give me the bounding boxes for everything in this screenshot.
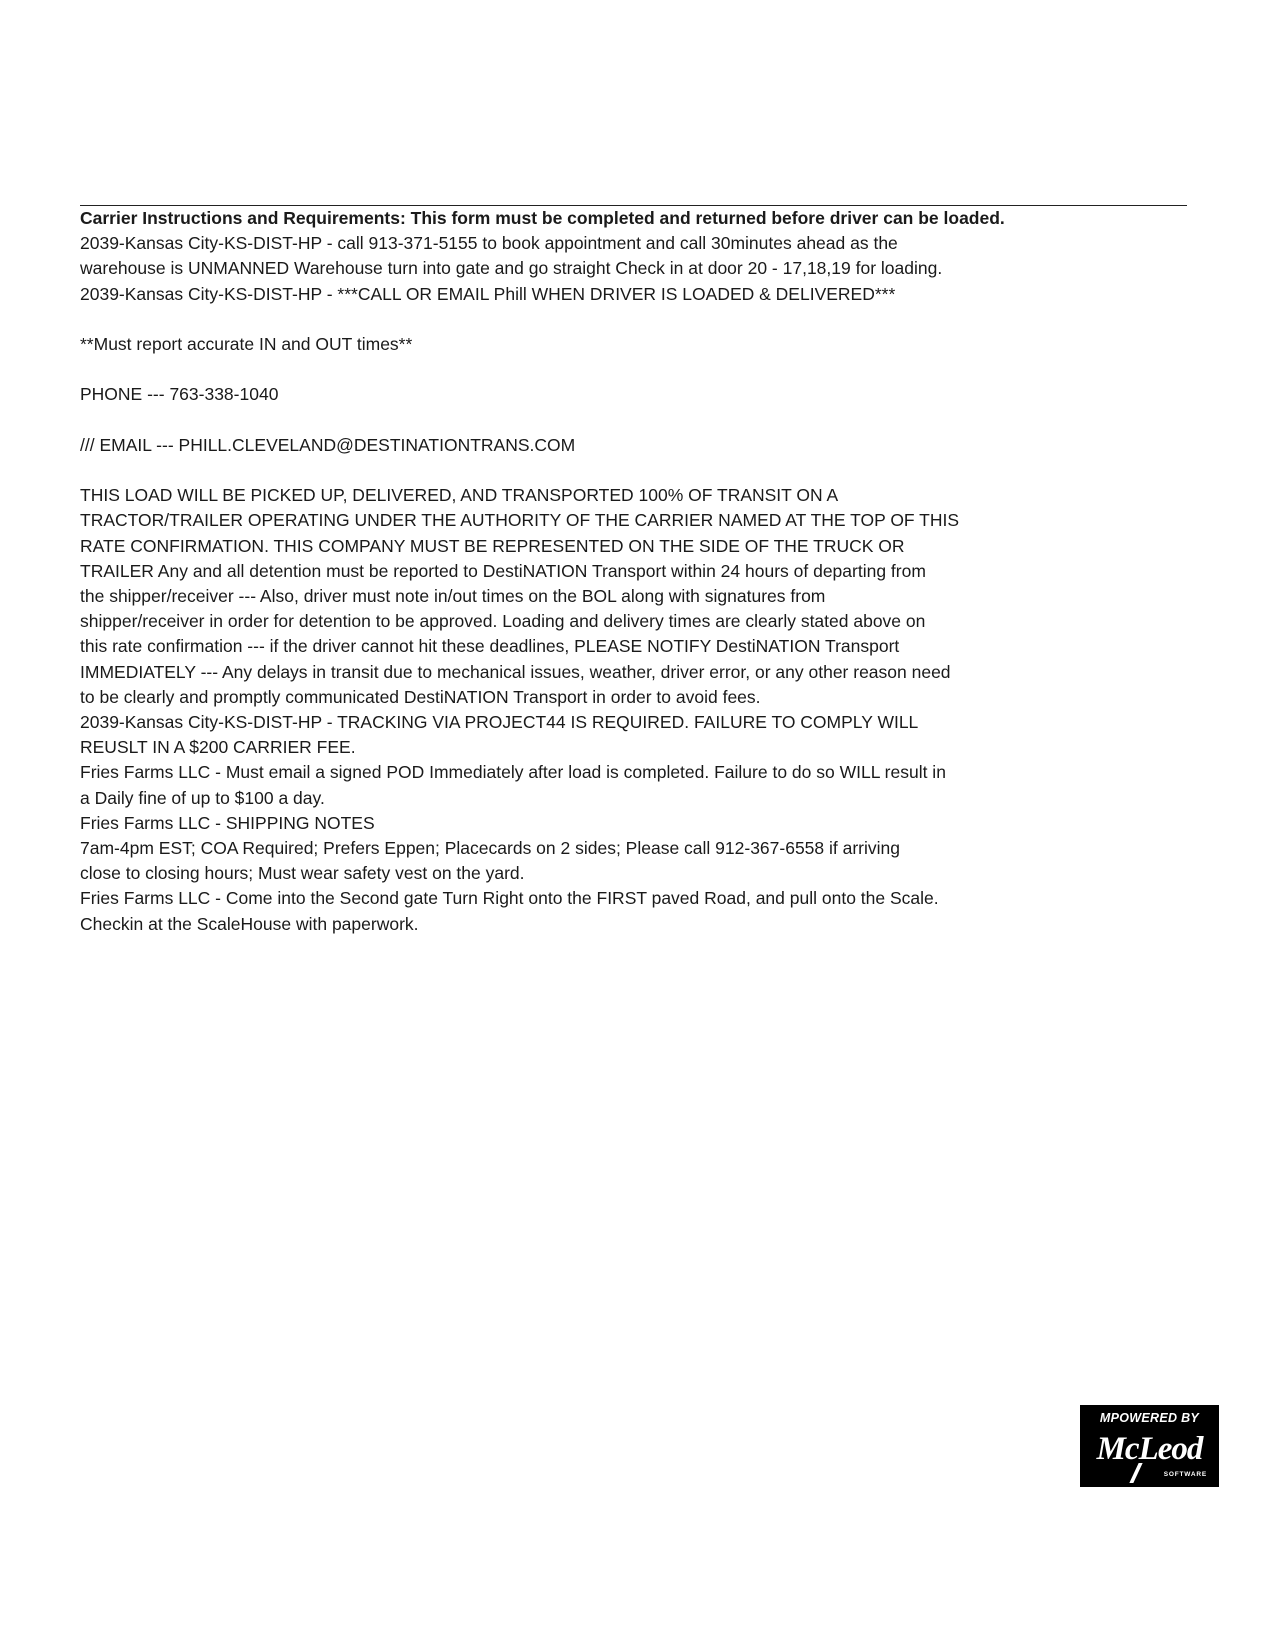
terms-line: 2039-Kansas City-KS-DIST-HP - TRACKING VIA PROJECT44 IS REQUIRED. FAILURE TO COMPLY WILL	[80, 712, 919, 732]
mcleod-logo	[1080, 1405, 1219, 1487]
terms-line: TRACTOR/TRAILER OPERATING UNDER THE AUTHORITY OF THE CARRIER NAMED AT THE TOP OF THIS	[80, 510, 960, 531]
terms-line: Fries Farms LLC - Come into the Second gate Turn Right onto the FIRST paved Road, and pull onto the Scale.	[80, 888, 939, 909]
terms-line: THIS LOAD WILL BE PICKED UP, DELIVERED, AND TRANSPORTED 100% OF TRANSIT ON A	[80, 485, 839, 506]
terms-line: Checkin at the ScaleHouse with paperwork.	[80, 913, 419, 934]
terms-line: shipper/receiver in order for detention to be approved. Loading and delivery times are clearly stated above on	[80, 611, 926, 632]
terms-line: 7am-4pm EST; COA Required; Prefers Eppen; Placecards on 2 sides; Please call 912-367-6558 if arriving	[80, 838, 901, 859]
terms-line: RATE CONFIRMATION. THIS COMPANY MUST BE REPRESENTED ON THE SIDE OF THE TRUCK OR	[80, 535, 905, 556]
logo-tagline: MPOWERED BY	[1099, 1411, 1200, 1425]
terms-line: to be clearly and promptly communicated DestiNATION Transport in order to avoid fees.	[80, 686, 761, 707]
terms-line: Fries Farms LLC - SHIPPING NOTES	[80, 812, 375, 833]
terms-line: TRAILER Any and all detention must be reported to DestiNATION Transport within 24 hours of departing from	[80, 560, 926, 581]
instruction-line: 2039-Kansas City-KS-DIST-HP - ***CALL OR EMAIL Phill WHEN DRIVER IS LOADED & DELIVERED***	[80, 283, 896, 304]
terms-line: REUSLT IN A $200 CARRIER FEE.	[80, 737, 356, 758]
terms-line: the shipper/receiver --- Also, driver must note in/out times on the BOL along with signatures from	[80, 585, 826, 606]
instructions-body	[80, 206, 1190, 937]
logo-subtext: SOFTWARE	[1163, 1471, 1207, 1478]
instructions-heading: Carrier Instructions and Requirements: This form must be completed and returned before driver can be loaded.	[80, 208, 1005, 228]
instruction-line: 2039-Kansas City-KS-DIST-HP - call 913-371-5155 to book appointment and call 30minutes ahead as the	[80, 233, 898, 254]
terms-line: close to closing hours; Must wear safety vest on the yard.	[80, 863, 525, 884]
logo-wordmark: McLeod	[1096, 1431, 1203, 1467]
phone-line: PHONE --- 763-338-1040	[80, 384, 279, 405]
terms-line: a Daily fine of up to $100 a day.	[80, 787, 325, 808]
report-times-note: **Must report accurate IN and OUT times**	[80, 334, 413, 354]
terms-line: IMMEDIATELY --- Any delays in transit due to mechanical issues, weather, driver error, or any other reason need	[80, 661, 951, 682]
email-line: /// EMAIL --- PHILL.CLEVELAND@DESTINATIONTRANS.COM	[80, 434, 576, 455]
terms-line: Fries Farms LLC - Must email a signed POD Immediately after load is completed. Failure to do so WILL result in	[80, 762, 946, 783]
instruction-line: warehouse is UNMANNED Warehouse turn into gate and go straight Check in at door 20 - 17,18,19 for loading.	[80, 258, 943, 279]
terms-line: this rate confirmation --- if the driver cannot hit these deadlines, PLEASE NOTIFY DestiNATION Transport	[80, 636, 900, 657]
